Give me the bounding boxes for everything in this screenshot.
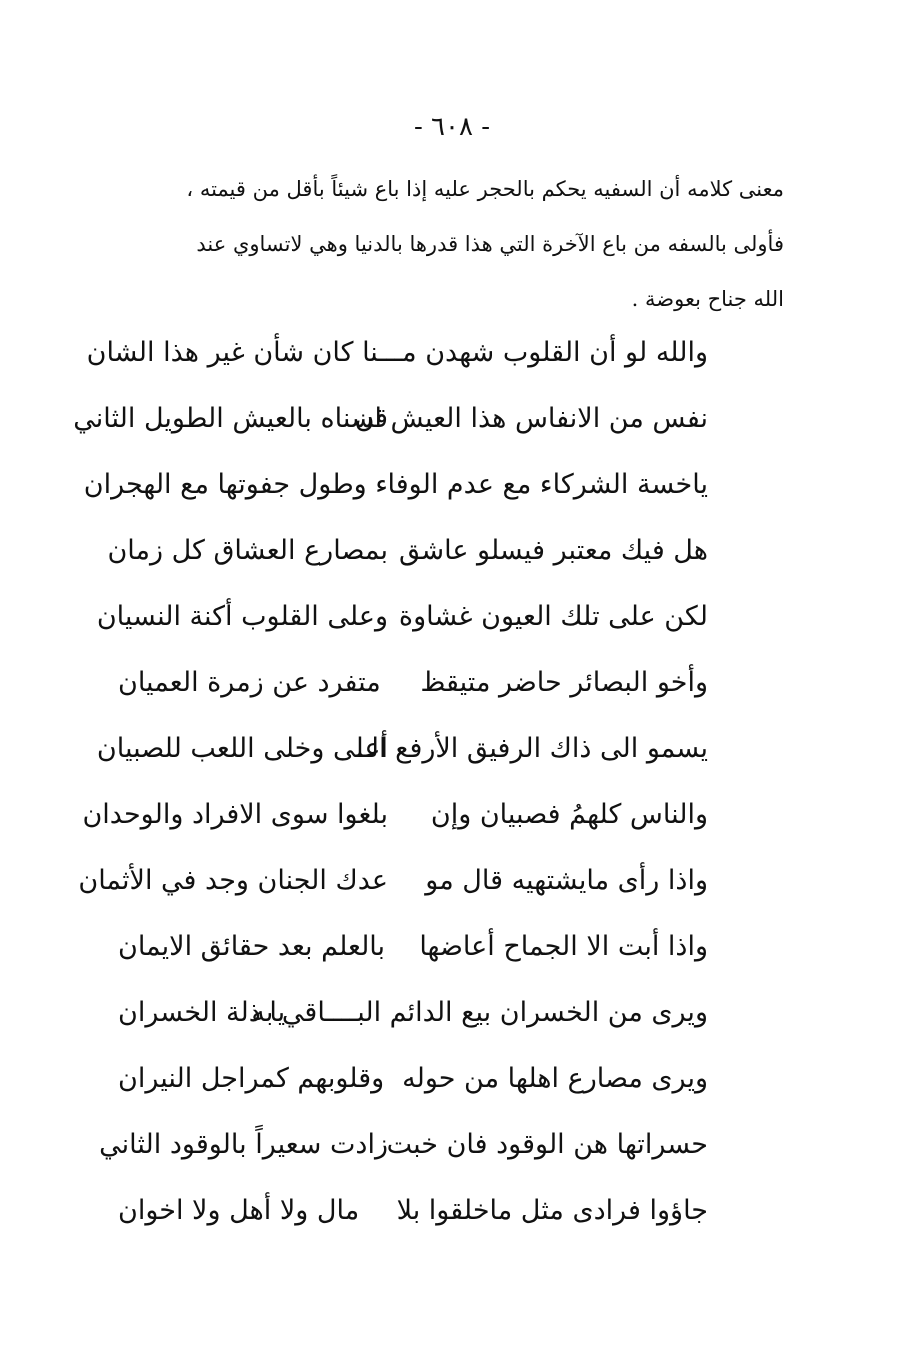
- verse-second-hemistich: يا ذلة الخسران: [118, 997, 286, 1028]
- verse: [83, 452, 708, 518]
- commentary-line: الله جناح بعوضة .: [631, 287, 784, 311]
- verse: [96, 716, 708, 782]
- page-number: - ٦٠٨ -: [413, 112, 491, 142]
- verse-first-hemistich: ويرى من الخسران بيع الدائم البــــاقي به: [251, 997, 708, 1028]
- verse-second-hemistich: قسناه بالعيش الطويل الثاني: [73, 403, 388, 434]
- commentary-line: فأولى بالسفه من باع الآخرة التي هذا قدرها بالدنيا وهي لاتساوي عند: [196, 232, 784, 256]
- verse-first-hemistich: لكن على تلك العيون غشاوة: [398, 601, 708, 632]
- verse-first-hemistich: حسراتها هن الوقود فان خبت: [386, 1129, 708, 1160]
- verse: [99, 1112, 708, 1178]
- verse-second-hemistich: وقلوبهم كمراجل النيران: [118, 1063, 385, 1094]
- verse-second-hemistich: متفرد عن زمرة العميان: [118, 667, 381, 698]
- verse: [78, 848, 708, 914]
- verse-first-hemistich: واذا رأى مايشتهيه قال مو: [425, 865, 708, 896]
- verse-first-hemistich: ياخسة الشركاء مع عدم الوفا: [387, 469, 708, 500]
- verse-first-hemistich: والناس كلهمُ فصبيان وإن: [430, 799, 708, 830]
- verse-second-hemistich: وعلى القلوب أكنة النسيان: [96, 601, 388, 632]
- verse-second-hemistich: عدك الجنان وجد في الأثمان: [78, 865, 388, 896]
- verse: [118, 914, 708, 980]
- verse: [118, 1178, 708, 1244]
- commentary-line: معنى كلامه أن السفيه يحكم بالحجر عليه إذا باع شيئاً بأقل من قيمته ،: [186, 177, 784, 201]
- verse-first-hemistich: واذا أبت الا الجماح أعاضها: [419, 931, 708, 962]
- verse-second-hemistich: بمصارع العشاق كل زمان: [107, 535, 388, 566]
- verse-first-hemistich: جاؤوا فرادى مثل ماخلقوا بلا: [396, 1195, 708, 1226]
- verse-first-hemistich: وأخو البصائر حاضر متيقظ: [420, 667, 708, 698]
- commentary-paragraph: [104, 162, 784, 327]
- verse: [118, 650, 708, 716]
- verse-second-hemistich: بلغوا سوى الافراد والوحدان: [82, 799, 388, 830]
- opening-verse: والله لو أن القلوب شهدن مـــنا كان شأن غير هذا الشان: [86, 337, 708, 368]
- verse-second-hemistich: ء وطول جفوتها مع الهجران: [83, 469, 388, 500]
- verse: [118, 980, 708, 1046]
- verse: [73, 386, 708, 452]
- poem: [73, 320, 708, 1244]
- verse-second-hemistich: مال ولا أهل ولا اخوان: [118, 1195, 360, 1226]
- verse-second-hemistich: أعلى وخلى اللعب للصبيان: [96, 733, 388, 764]
- verse: [107, 518, 708, 584]
- verse: [82, 782, 708, 848]
- verse: [96, 584, 708, 650]
- verse-second-hemistich: بالعلم بعد حقائق الايمان: [118, 931, 386, 962]
- verse-first-hemistich: يسمو الى ذاك الرفيق الأرفع الــ: [354, 733, 708, 764]
- verse-second-hemistich: زادت سعيراً بالوقود الثاني: [99, 1129, 388, 1160]
- verse-first-hemistich: هل فيك معتبر فيسلو عاشق: [398, 535, 708, 566]
- verse-first-hemistich: ويرى مصارع اهلها من حوله: [402, 1063, 708, 1094]
- verse-first-hemistich: نفس من الانفاس هذا العيش ان: [354, 403, 708, 434]
- verse: [118, 1046, 708, 1112]
